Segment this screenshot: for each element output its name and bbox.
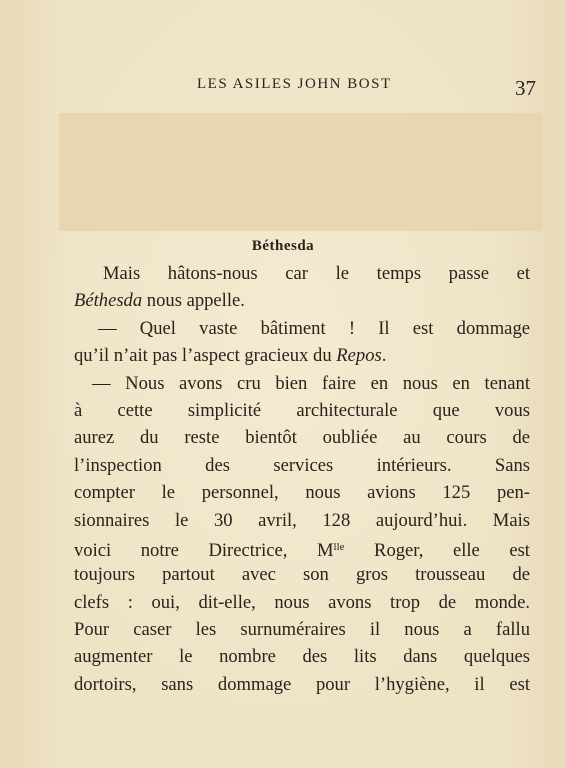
text-line-14: Pour caser les surnuméraires il nous a fallu xyxy=(74,619,530,641)
text-line-4: qu’il n’ait pas l’aspect gracieux du Repos. xyxy=(74,345,387,367)
text-line-12: toujours partout avec son gros trousseau de xyxy=(74,564,530,586)
text-line-15: augmenter le nombre des lits dans quelques xyxy=(74,646,530,668)
illustration-placeholder xyxy=(59,113,543,231)
text-line-13: clefs : oui, dit-elle, nous avons trop de monde. xyxy=(74,591,530,613)
running-head: LES ASILES JOHN BOST xyxy=(197,76,392,92)
text-line-2: Béthesda nous appelle. xyxy=(74,290,245,312)
text-line-8: l’inspection des services intérieurs. Sans xyxy=(74,454,530,476)
page-number: 37 xyxy=(515,76,536,100)
body-text xyxy=(74,260,530,698)
section-title: Béthesda xyxy=(251,238,315,254)
text-line-6: à cette simplicité architecturale que vous xyxy=(74,399,530,421)
text-line-5: — Nous avons cru bien faire en nous en tenant xyxy=(92,372,530,394)
text-line-16: dortoirs, sans dommage pour l’hygiène, il est xyxy=(74,673,530,695)
text-line-7: aurez du reste bientôt oubliée au cours de xyxy=(74,427,530,449)
text-line-3: — Quel vaste bâtiment ! Il est dommage xyxy=(98,317,530,339)
text-line-1: Mais hâtons-nous car le temps passe et xyxy=(103,263,530,284)
text-line-11: voici notre Directrice, $M^{lle}$ Roger, elle est xyxy=(74,539,530,561)
text-line-10: sionnaires le 30 avril, 128 aujourd’hui. Mais xyxy=(74,509,530,531)
text-line-9: compter le personnel, nous avions 125 pen- xyxy=(74,482,530,504)
